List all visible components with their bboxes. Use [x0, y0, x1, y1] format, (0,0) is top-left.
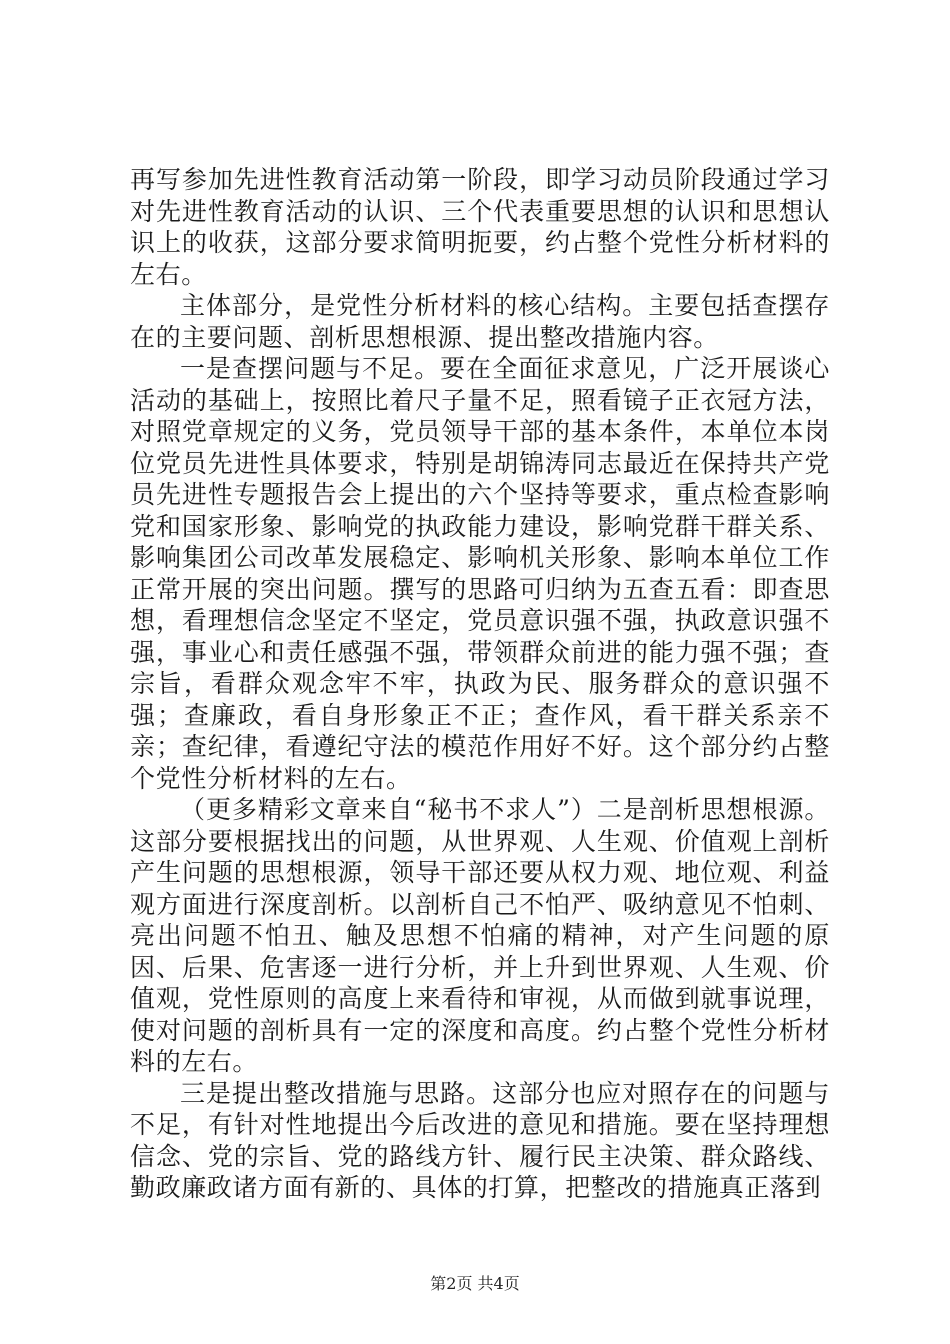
page-number-footer: 第2页 共4页: [430, 1274, 520, 1293]
document-body: [130, 164, 830, 1204]
paragraph-find-problems: 一是查摆问题与不足。要在全面征求意见，广泛开展谈心活动的基础上，按照比着尺子量不足，照看镜子正衣冠方法，对照党章规定的义务，党员领导干部的基本条件，本单位本岗位党员先进性具体要求，特别是胡锦涛同志最近在保持共产党员先进性专题报告会上提出的六个坚持等要求，重点检查影响党和国家形象、影响党的执政能力建设，影响党群干群关系、影响集团公司改革发展稳定、影响机关形象、影响本单位工作正常开展的突出问题。撰写的思路可归纳为五查五看：即查思想，看理想信念坚定不坚定，党员意识强不强，执政意识强不强，事业心和责任感强不强，带领群众前进的能力强不强；查宗旨，看群众观念牢不牢，执政为民、服务群众的意识强不强；查廉政，看自身形象正不正；查作风，看干群关系亲不亲；查纪律，看遵纪守法的模范作用好不好。这个部分约占整个党性分析材料的左右。: [130, 354, 830, 793]
paragraph-main-part: 主体部分，是党性分析材料的核心结构。主要包括查摆存在的主要问题、剖析思想根源、提出整改措施内容。: [130, 291, 830, 352]
paragraph-rectification: 三是提出整改措施与思路。这部分也应对照存在的问题与不足，有针对性地提出今后改进的意见和措施。要在坚持理想信念、党的宗旨、党的路线方针、履行民主决策、群众路线、勤政廉政诸方面有新的、具体的打算，把整改的措施真正落到: [130, 1078, 830, 1202]
paragraph-learning-stage: 再写参加先进性教育活动第一阶段，即学习动员阶段通过学习对先进性教育活动的认识、三个代表重要思想的认识和思想认识上的收获，这部分要求简明扼要，约占整个党性分析材料的左右。: [130, 165, 830, 289]
paragraph-analyze-roots: （更多精彩文章来自“秘书不求人”）二是剖析思想根源。这部分要根据找出的问题，从世界观、人生观、价值观上剖析产生问题的思想根源，领导干部还要从权力观、地位观、利益观方面进行深度剖析。以剖析自己不怕严、吸纳意见不怕刺、亮出问题不怕丑、触及思想不怕痛的精神，对产生问题的原因、后果、危害逐一进行分析，并上升到世界观、人生观、价值观，党性原则的高度上来看待和审视，从而做到就事说理，使对问题的剖析具有一定的深度和高度。约占整个党性分析材料的左右。: [130, 795, 830, 1076]
